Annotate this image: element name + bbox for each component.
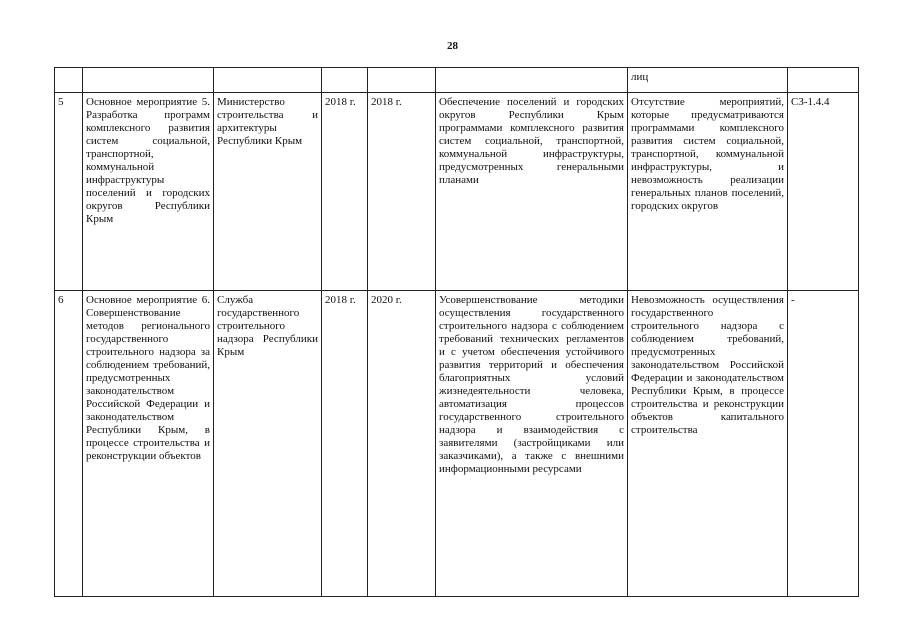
start-year-cell: 2018 г. bbox=[322, 291, 368, 597]
activities-table bbox=[54, 67, 859, 597]
end-year-cell: 2020 г. bbox=[368, 291, 436, 597]
cell-activity bbox=[83, 68, 214, 93]
indicator-cell: СЗ-1.4.4 bbox=[788, 93, 859, 291]
end-year-cell: 2018 г. bbox=[368, 93, 436, 291]
activity-cell: Основное мероприятие 6. Совершенствование методов регионального государственного строительного надзора за соблюдением требований, предусмотренных законодательством Российской Федерации и законодательством Республики Крым, в процессе строительства и реконструкции объектов bbox=[83, 291, 214, 597]
continued-row bbox=[55, 68, 859, 93]
result-cell: Обеспечение поселений и городских округов Республики Крым программами комплексного развития систем социальной, транспортной, коммунальной инфраструктуры, предусмотренных генеральными планами bbox=[436, 93, 628, 291]
row-number: 5 bbox=[55, 93, 83, 291]
cell-start bbox=[322, 68, 368, 93]
cell-consequences: лиц bbox=[628, 68, 788, 93]
result-cell: Усовершенствование методики осуществления государственного строительного надзора с соблюдением требований технических регламентов и с учетом обеспечения устойчивого развития территорий и обеспечения благоприятных условий жизнедеятельности человека, автоматизация процессов государственного строительного надзора и взаимодействия с заявителями (застройщиками или заказчиками), а также с внешними информационными ресурсами bbox=[436, 291, 628, 597]
consequences-cell: Невозможность осуществления государственного строительного надзора с соблюдением требований, предусмотренных законодательством Российской Федерации и законодательством Республики Крым, в процессе строительства и реконструкции объектов капитального строительства bbox=[628, 291, 788, 597]
executor-cell: Министерство строительства и архитектуры Республики Крым bbox=[214, 93, 322, 291]
indicator-cell: - bbox=[788, 291, 859, 597]
table-row bbox=[55, 291, 859, 597]
start-year-cell: 2018 г. bbox=[322, 93, 368, 291]
cell-number bbox=[55, 68, 83, 93]
page-number: 28 bbox=[447, 40, 458, 52]
table-row bbox=[55, 93, 859, 291]
cell-indicator bbox=[788, 68, 859, 93]
row-number: 6 bbox=[55, 291, 83, 597]
cell-end bbox=[368, 68, 436, 93]
consequences-cell: Отсутствие мероприятий, которые предусматриваются программами комплексного развития систем социальной, транспортной, коммунальной инфраструктуры, и невозможность реализации генеральных планов поселений, городских округов bbox=[628, 93, 788, 291]
cell-executor bbox=[214, 68, 322, 93]
executor-cell: Служба государственного строительного надзора Республики Крым bbox=[214, 291, 322, 597]
cell-result bbox=[436, 68, 628, 93]
activity-cell: Основное мероприятие 5. Разработка программ комплексного развития систем социальной, транспортной, коммунальной инфраструктуры поселений и городских округов Республики Крым bbox=[83, 93, 214, 291]
